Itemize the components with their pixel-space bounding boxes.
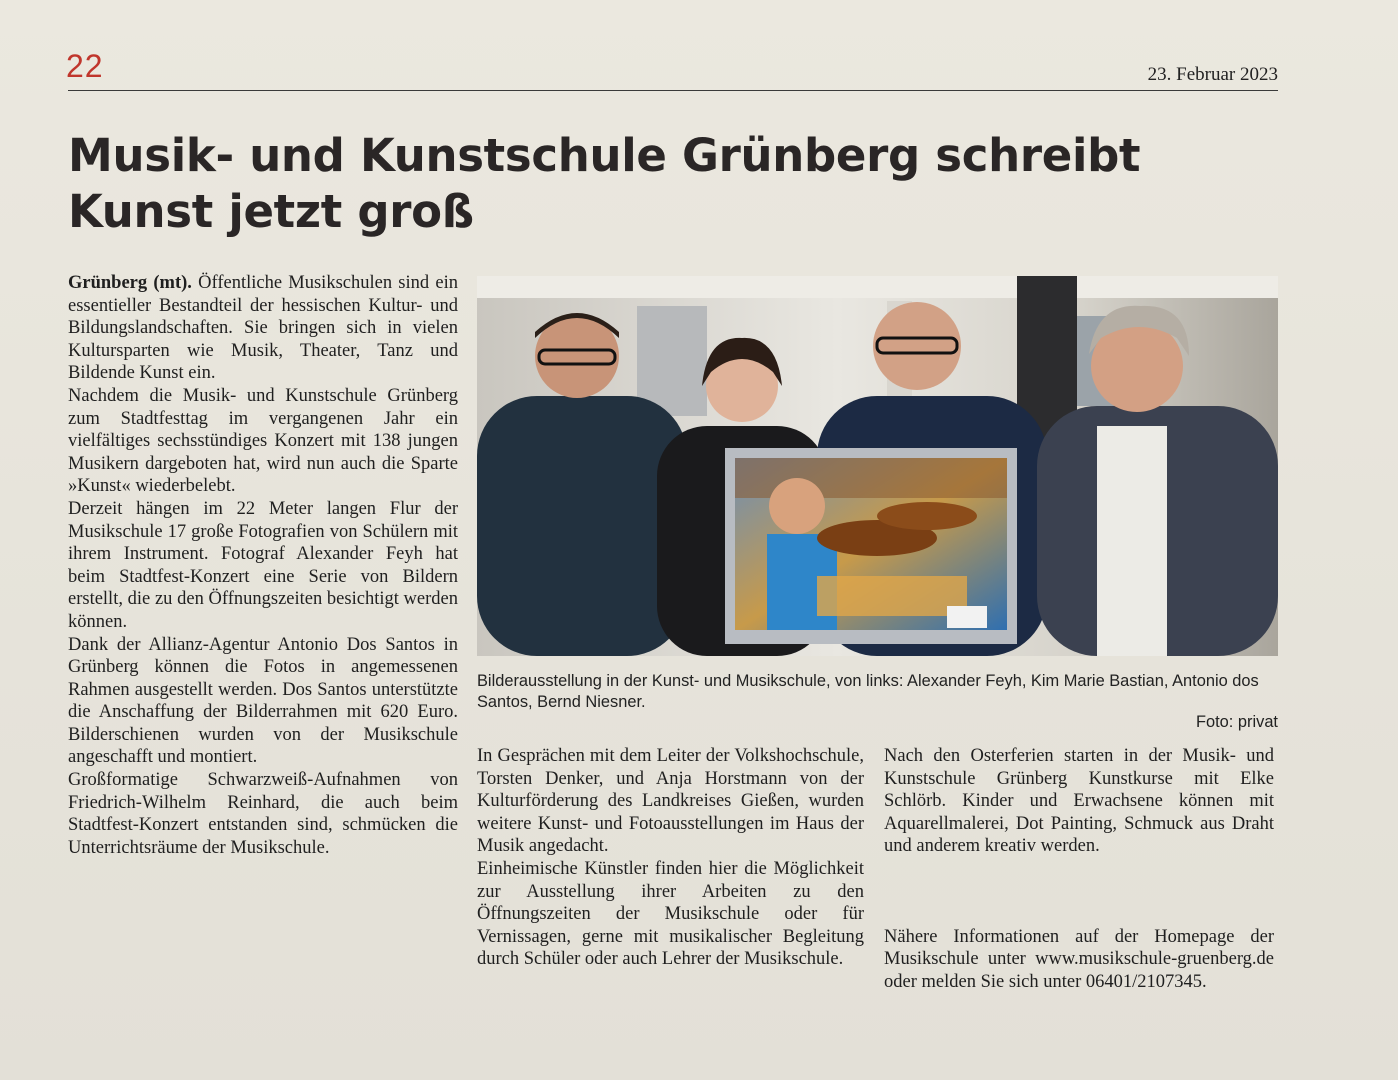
article-column-3	[884, 745, 1274, 994]
paragraph: In Gesprächen mit dem Leiter der Volkshochschule, Torsten Denker, und Anja Horstmann von der Kulturförderung des Landkreises Gießen, wurden weitere Kunst- und Fotoausstellungen im Haus der Musik angedacht.	[477, 746, 864, 857]
paragraph: Nach den Osterferien starten in der Musik- und Kunstschule Grünberg Kunstkurse mit Elke Schlörb. Kinder und Erwachsene können mit Aquarellmalerei, Dot Painting, Schmuck aus Draht und anderem kreativ werden.	[884, 746, 1274, 857]
paragraph	[68, 272, 458, 385]
paragraph: Großformatige Schwarzweiß-Aufnahmen von Friedrich-Wilhelm Reinhard, die auch beim Stadtfest-Konzert entstanden sind, schmücken die Unterrichtsräume der Musikschule.	[68, 770, 458, 858]
paragraph-gap	[884, 858, 1274, 881]
photo-illustration	[477, 276, 1278, 656]
headline-line-2: Kunst jetzt groß	[68, 185, 474, 238]
paragraph: Einheimische Künstler finden hier die Möglichkeit zur Ausstellung ihrer Arbeiten zu den Öffnungszeiten der Musikschule oder für Vernissagen, gerne mit musikalischer Begleitung durch Schüler oder auch Lehrer der Musikschule.	[477, 858, 864, 970]
paragraph: Nähere Informationen auf der Homepage der Musikschule unter www.musikschule-gruenberg.de oder melden Sie sich unter 06401/2107345.	[884, 926, 1274, 992]
article-headline	[68, 128, 1288, 240]
headline-line-1: Musik- und Kunstschule Grünberg schreibt	[68, 129, 1141, 182]
paragraph: Nachdem die Musik- und Kunstschule Grünberg zum Stadtfesttag im vergangenen Jahr ein vielfältiges sechsstündiges Konzert mit 138 jungen Musikern dargeboten hat, wird nun auch die Sparte »Kunst« wiederbelebt.	[68, 385, 458, 497]
header-rule	[68, 90, 1278, 91]
paragraph: Dank der Allianz-Agentur Antonio Dos Santos in Grünberg können die Fotos in angemessenen Rahmen ausgestellt werden. Dos Santos unterstützte die Anschaffung der Bilderrahmen mit 620 Euro. Bilderschienen wurden von der Musikschule angeschafft und montiert.	[68, 634, 458, 768]
photo-credit: Foto: privat	[1196, 713, 1278, 731]
dateline: Grünberg (mt).	[68, 273, 192, 293]
paragraph-gap	[884, 903, 1274, 926]
article-column-2	[477, 745, 864, 971]
paragraph-text: Öffentliche Musikschulen sind ein essentieller Bestandteil der hessischen Kultur- und Bildungslandschaften. Sie bringen sich in vielen Kultursparten wie Musik, Theater, Tanz und Bildende Kunst ein.	[68, 273, 458, 384]
paragraph: Derzeit hängen im 22 Meter langen Flur der Musikschule 17 große Fotografien von Schülern mit ihrem Instrument. Fotograf Alexander Feyh hat beim Stadtfest-Konzert eine Serie von Bildern erstellt, die zu den Öffnungszeiten besichtigt werden können.	[68, 498, 458, 632]
page-number: 22	[66, 48, 104, 84]
issue-date: 23. Februar 2023	[1147, 64, 1278, 85]
photo-caption-block	[477, 671, 1278, 733]
article-photo	[477, 276, 1278, 656]
paragraph-gap	[884, 881, 1274, 904]
photo-caption: Bilderausstellung in der Kunst- und Musikschule, von links: Alexander Feyh, Kim Marie Bastian, Antonio dos Santos, Bernd Niesner.	[477, 672, 1259, 711]
article-column-1	[68, 272, 458, 859]
